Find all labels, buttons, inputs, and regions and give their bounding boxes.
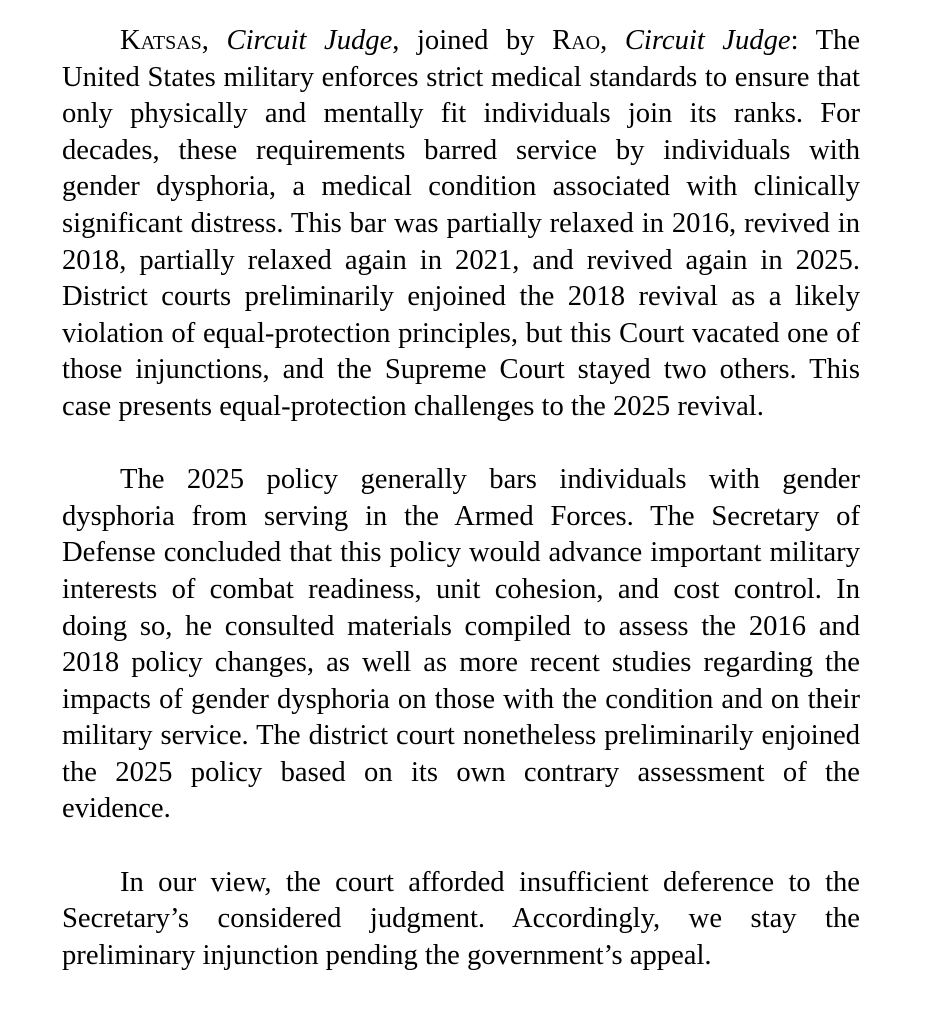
opinion-paragraph-2: The 2025 policy generally bars individuals with gender dysphoria from serving in the Armed Forces. The Secretary of Defense concluded that this policy would advance important military interests of combat readiness, unit cohesion, and cost control. In doing so, he consulted materials compiled to assess the 2016 and 2018 policy changes, as well as more recent studies regarding the impacts of gender dysphoria on those with the condition and on their military service. The district court nonetheless preliminarily enjoined the 2025 policy based on its own contrary assessment of the evidence. [62,464,860,825]
joining-judge-title: Circuit Judge [624,25,791,56]
author-name: Katsas [120,25,202,56]
paragraph-1-body: The United States military enforces strict medical standards to ensure that only physically and mentally fit individuals join its ranks. For decades, these requirements barred service by individuals with gender dysphoria, a medical condition associated with clinically significant distress. This bar was partially relaxed in 2016, revived in 2018, partially relaxed again in 2021, and revived again in 2025. District courts preliminarily enjoined the 2018 revival as a likely violation of equal-protection principles, but this Court vacated one of those injunctions, and the Supreme Court stayed two others. This case presents equal-protection challenges to the 2025 revival. [62,25,861,422]
joined-by-text: joined by [416,25,535,56]
opinion-paragraph-1: Katsas, Circuit Judge, joined by Rao, Circuit Judge: The United States military enforces strict medical standards to ensure that only physically and mentally fit individuals join its ranks. For decades, these requirements barred service by individuals with gender dysphoria, a medical condition associated with clinically significant distress. This bar was partially relaxed in 2016, revived in 2018, partially relaxed again in 2021, and revived again in 2025. District courts preliminarily enjoined the 2018 revival as a likely violation of equal-protection principles, but this Court vacated one of those injunctions, and the Supreme Court stayed two others. This case presents equal-protection challenges to the 2025 revival. [62,25,861,422]
author-title: Circuit Judge [226,25,393,56]
opinion-document [62,23,860,974]
joining-judge-name: Rao [552,25,601,56]
opinion-paragraph-3: In our view, the court afforded insufficient deference to the Secretary’s considered judgment. Accordingly, we stay the preliminary injunction pending the government’s appeal. [62,866,860,971]
